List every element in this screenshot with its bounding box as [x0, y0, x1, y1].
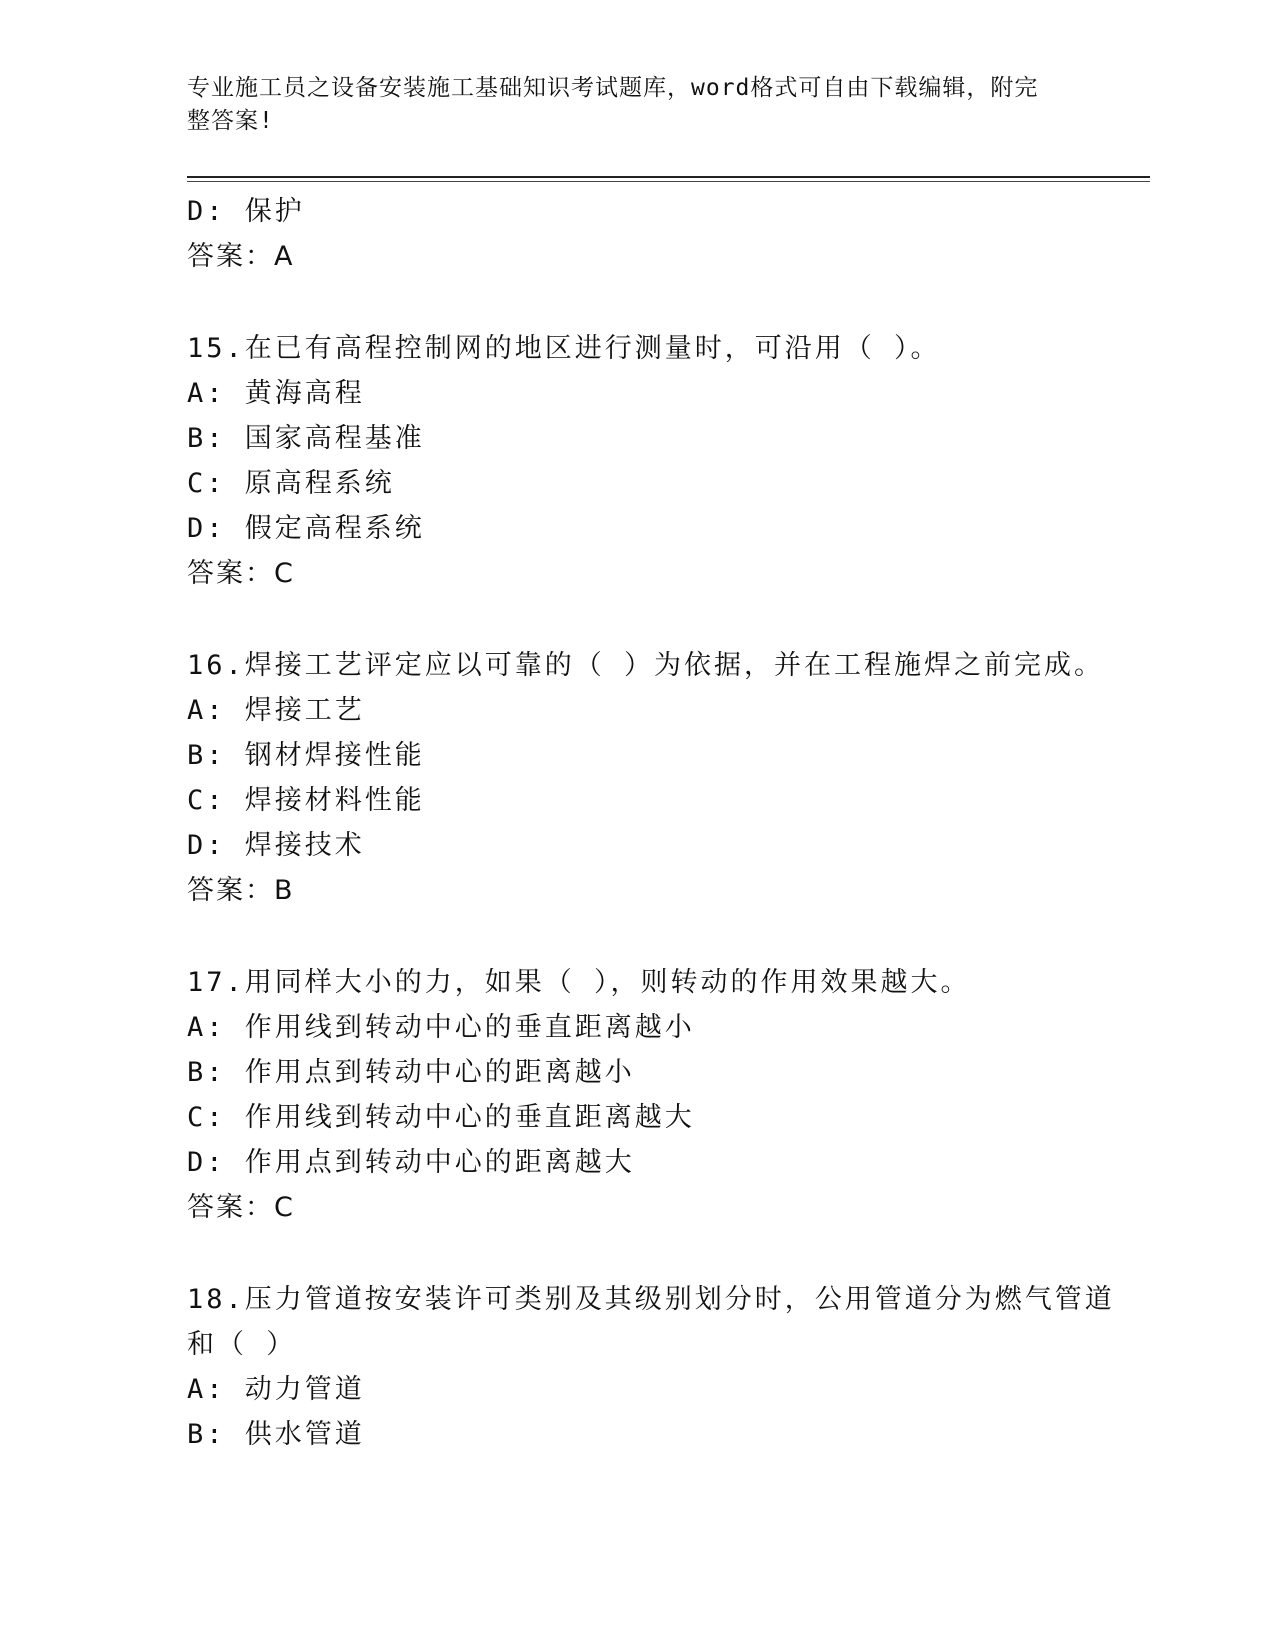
question-stem: 16.焊接工艺评定应以可靠的（ ）为依据，并在工程施焊之前完成。 [187, 650, 1105, 681]
answer-line: 答案：B [187, 875, 295, 906]
option-b: B: 供水管道 [187, 1419, 365, 1450]
prev-option-d: D: 保护 [187, 196, 305, 227]
question-18 [187, 1277, 1115, 1457]
question-17 [187, 960, 1087, 1230]
header-divider-thin [187, 181, 1150, 182]
option-b: B: 钢材焊接性能 [187, 740, 425, 771]
option-a: A: 动力管道 [187, 1374, 365, 1405]
question-stem-line-1: 18.压力管道按安装许可类别及其级别划分时，公用管道分为燃气管道 [187, 1284, 1115, 1315]
question-stem: 15.在已有高程控制网的地区进行测量时，可沿用（ ）。 [187, 333, 941, 364]
question-stem-line-2: 和（ ） [187, 1329, 297, 1360]
header-divider-thick [187, 176, 1150, 178]
question-16 [187, 643, 1105, 913]
answer-line: 答案：C [187, 1192, 295, 1223]
spacer [187, 913, 1087, 960]
option-a: A: 作用线到转动中心的垂直距离越小 [187, 1012, 695, 1043]
header-line-2: 整答案! [187, 108, 274, 134]
option-d: D: 作用点到转动中心的距离越大 [187, 1147, 635, 1178]
question-15 [187, 326, 1087, 596]
option-c: C: 作用线到转动中心的垂直距离越大 [187, 1102, 695, 1133]
option-d: D: 焊接技术 [187, 830, 365, 861]
option-b: B: 作用点到转动中心的距离越小 [187, 1057, 635, 1088]
spacer [187, 1230, 1087, 1277]
answer-line: 答案：C [187, 558, 295, 589]
option-c: C: 焊接材料性能 [187, 785, 425, 816]
prev-answer: 答案：A [187, 241, 295, 272]
option-c: C: 原高程系统 [187, 468, 395, 499]
document-header [187, 72, 1067, 138]
question-list [187, 189, 1115, 1457]
spacer [187, 279, 1087, 326]
header-line-1: 专业施工员之设备安装施工基础知识考试题库，word格式可自由下载编辑，附完 [187, 75, 1039, 101]
option-a: A: 焊接工艺 [187, 695, 365, 726]
option-a: A: 黄海高程 [187, 378, 365, 409]
option-d: D: 假定高程系统 [187, 513, 425, 544]
question-stem: 17.用同样大小的力，如果（ ），则转动的作用效果越大。 [187, 967, 971, 998]
spacer [187, 596, 1087, 643]
option-b: B: 国家高程基准 [187, 423, 425, 454]
